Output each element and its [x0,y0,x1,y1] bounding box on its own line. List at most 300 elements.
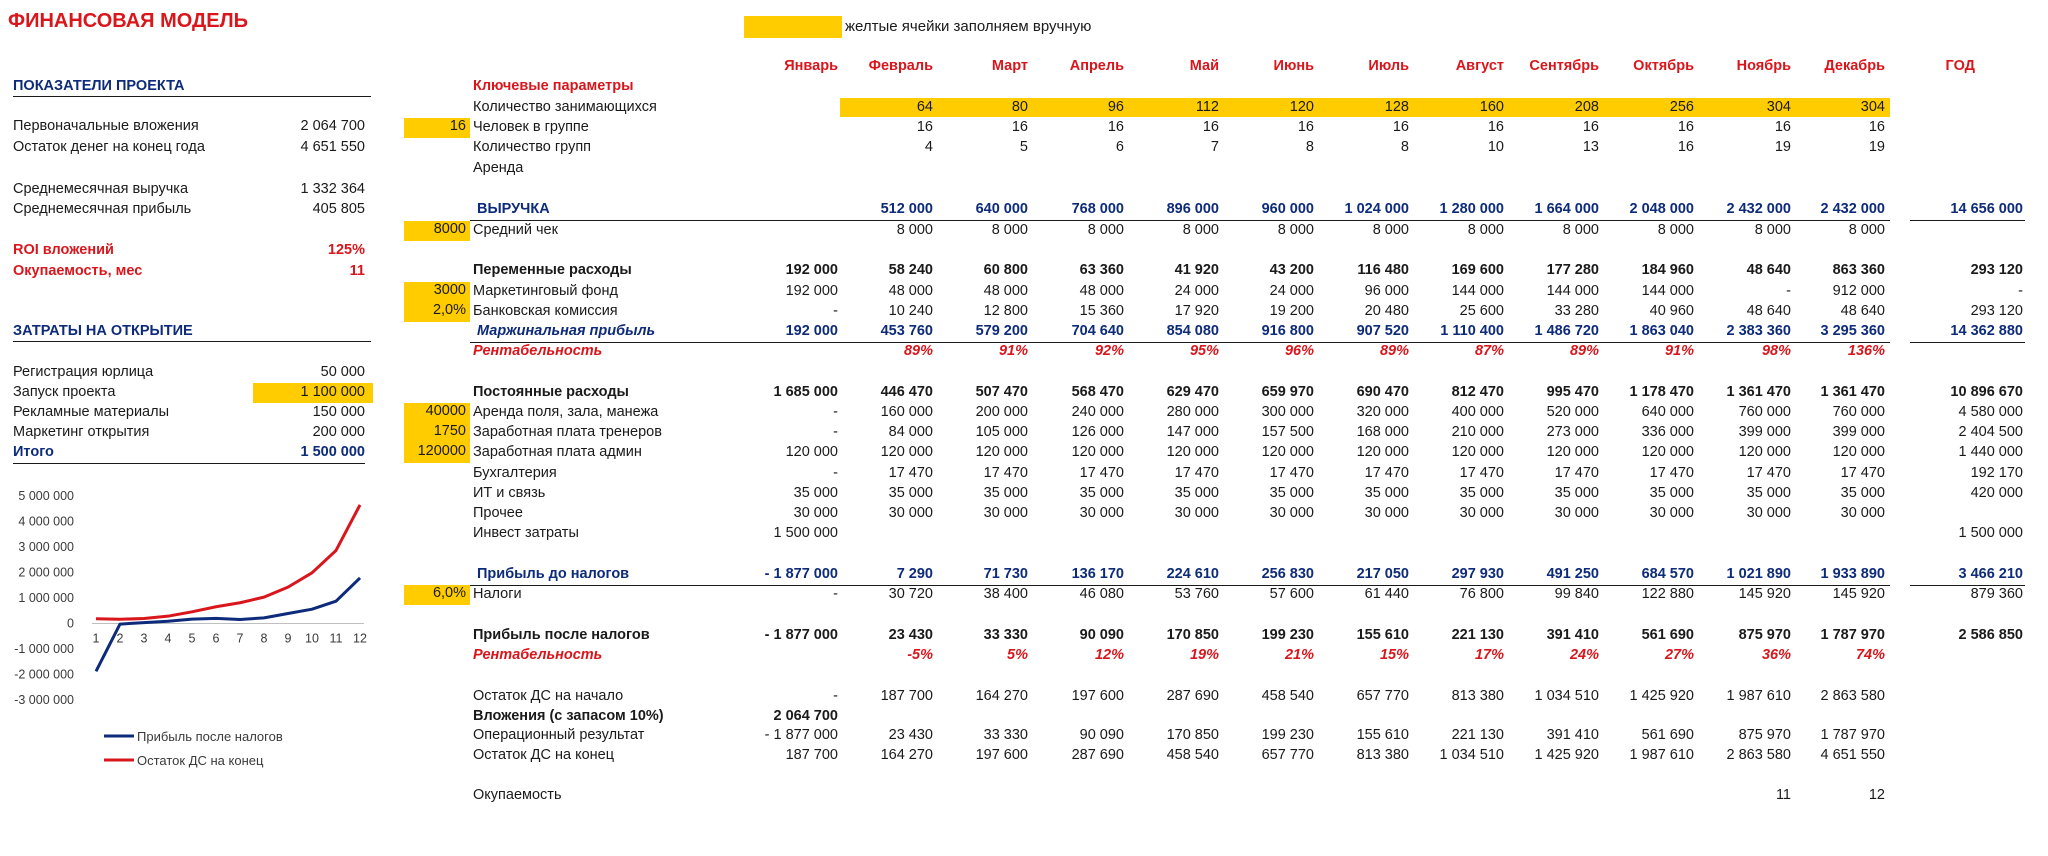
kpi-cash-end-year: Остаток денег на конец года 4 651 550 [13,139,365,155]
value-cell: 48 000 [888,283,933,299]
x-tick-label: 4 [164,631,172,646]
year-total-cell: 879 360 [1970,586,2023,602]
value-cell: 1 425 920 [1629,688,1694,704]
month-header-row [0,58,2048,77]
value-cell: 1 685 000 [773,384,838,400]
value-cell: 116 480 [1357,262,1409,278]
input-cell-trainer[interactable]: 1750 [404,423,470,443]
value-cell: 17% [1474,647,1504,663]
month-header: Декабрь [1824,58,1885,74]
value-cell: 128 [1384,99,1409,115]
value-cell: 1 987 610 [1726,688,1791,704]
value-cell: 19 200 [1269,303,1314,319]
month-header: Июнь [1273,58,1314,74]
value-cell: 197 600 [975,747,1028,763]
value-cell: 90 090 [1079,727,1124,743]
value-cell: 145 920 [1832,586,1885,602]
value-cell: 35 000 [1746,485,1791,501]
input-cell-rent[interactable]: 40000 [404,403,470,423]
value-cell: 71 730 [983,566,1028,582]
value-cell: 8 000 [1467,222,1504,238]
year-total-cell: 293 120 [1970,303,2023,319]
month-header: Апрель [1069,58,1124,74]
value-cell: 74% [1855,647,1885,663]
input-cell-tax[interactable]: 6,0% [404,585,470,605]
value-cell: 760 000 [1738,404,1791,420]
value-cell: 16 [1774,119,1791,135]
value-cell: - [833,303,838,319]
value-cell: 120 000 [1641,444,1694,460]
value-cell: 33 280 [1554,303,1599,319]
value-cell: 875 970 [1738,727,1791,743]
value-cell: 30 000 [888,505,933,521]
value-cell: 208 [1574,99,1599,115]
value-cell: -5% [907,647,933,663]
value-cell: 561 690 [1641,727,1694,743]
y-tick-label: 0 [67,616,74,631]
legend-entry: Прибыль после налогов [137,729,283,744]
value-cell: 8 000 [991,222,1028,238]
value-cell: 320 000 [1356,404,1409,420]
x-tick-label: 10 [305,631,319,646]
value-cell: 912 000 [1832,283,1885,299]
value-cell: 25 600 [1459,303,1504,319]
value-cell: 304 [1766,99,1791,115]
value-cell: 17 470 [888,465,933,481]
value-cell: 120 000 [1546,444,1599,460]
row-label: Инвест затраты [473,525,579,541]
section-project-kpi: ПОКАЗАТЕЛИ ПРОЕКТА [13,78,371,97]
value-cell: 144 000 [1546,283,1599,299]
value-cell: 399 000 [1832,424,1885,440]
value-cell: 197 600 [1071,688,1124,704]
value-cell: 221 130 [1451,727,1504,743]
value-cell: - [833,404,838,420]
value-cell: 136% [1847,343,1885,359]
value-cell: 89% [1569,343,1599,359]
row-variable [0,262,2048,281]
y-tick-label: -3 000 000 [14,693,74,707]
value-cell: 916 800 [1261,323,1314,339]
value-cell: 640 000 [975,201,1028,217]
value-cell: 120 000 [1451,444,1504,460]
row-label: Остаток ДС на начало [473,688,624,704]
value-cell: 96 000 [1364,283,1409,299]
value-cell: 659 970 [1261,384,1314,400]
value-cell: 12 800 [983,303,1028,319]
value-cell: 30 000 [983,505,1028,521]
value-cell: 164 270 [880,747,933,763]
value-cell: 8 [1305,139,1314,155]
month-header: Февраль [868,58,933,74]
value-cell: 16 [1392,119,1409,135]
value-cell: 657 770 [1261,747,1314,763]
value-cell: 8 000 [1848,222,1885,238]
x-tick-label: 3 [140,631,148,646]
value-cell: 120 000 [1071,444,1124,460]
row-label: Аренда [473,160,524,176]
value-cell: 2 432 000 [1726,201,1791,217]
row-groups [0,139,2048,158]
value-cell: 10 240 [888,303,933,319]
value-cell: 48 000 [983,283,1028,299]
value-cell: 8 000 [1657,222,1694,238]
year-total-cell: 2 404 500 [1958,424,2023,440]
row-margin-pct [0,343,2048,362]
value-cell: 95% [1189,343,1219,359]
value-cell: 36% [1761,647,1791,663]
row-label: Налоги [473,586,522,602]
value-cell: 170 850 [1166,627,1219,643]
row-label: Прибыль до налогов [477,566,630,582]
y-tick-label: 1 000 000 [18,591,74,605]
value-cell: 120 000 [880,444,933,460]
value-cell: 217 050 [1356,566,1409,582]
y-tick-label: 5 000 000 [18,489,74,503]
value-cell: 15 360 [1079,303,1124,319]
value-cell: 657 770 [1356,688,1409,704]
value-cell: 120 000 [1832,444,1885,460]
value-cell: 60 800 [983,262,1028,278]
value-cell: 30 000 [1269,505,1314,521]
value-cell: 7 290 [896,566,933,582]
value-cell: 33 330 [983,627,1028,643]
value-cell: 1 110 400 [1440,323,1504,339]
year-total-cell: 10 896 670 [1950,384,2023,400]
value-cell: 160 [1479,99,1504,115]
section-opening-costs: ЗАТРАТЫ НА ОТКРЫТИЕ [13,323,371,342]
value-cell: 1 664 000 [1534,201,1599,217]
row-label: Переменные расходы [473,262,632,278]
year-total-cell: 1 440 000 [1958,444,2023,460]
value-cell: 122 880 [1641,586,1694,602]
year-total-cell: 1 500 000 [1958,525,2023,541]
month-header: Март [991,58,1028,74]
value-cell: 48 640 [1746,303,1791,319]
value-cell: 199 230 [1261,727,1314,743]
value-cell: 84 000 [888,424,933,440]
value-cell: 17 470 [1746,465,1791,481]
value-cell: 35 000 [793,485,838,501]
month-header: Сентябрь [1529,58,1599,74]
value-cell: 684 570 [1641,566,1694,582]
value-cell: 184 960 [1641,262,1694,278]
y-tick-label: -2 000 000 [14,667,74,682]
value-cell: 1 034 510 [1534,688,1599,704]
month-header: Ноябрь [1736,58,1791,74]
row-label: ИТ и связь [473,485,546,501]
value-cell: 187 700 [880,688,933,704]
value-cell: 8 000 [1754,222,1791,238]
year-total-cell: 420 000 [1970,485,2023,501]
value-cell: 17 920 [1174,303,1219,319]
value-cell: - [1786,283,1791,299]
value-cell: 1 021 890 [1726,566,1791,582]
value-cell: 120 000 [1166,444,1219,460]
value-cell: 30 720 [888,586,933,602]
row-label: Банковская комиссия [473,303,618,319]
year-total-cell: 2 586 850 [1958,627,2023,643]
input-cell-bank[interactable]: 2,0% [404,302,470,322]
year-total-cell: 3 466 210 [1958,566,2023,582]
value-cell: 690 470 [1356,384,1409,400]
value-cell: 89% [1379,343,1409,359]
value-cell: 1 361 470 [1820,384,1885,400]
value-cell: 17 470 [1840,465,1885,481]
value-cell: 145 920 [1738,586,1791,602]
value-cell: 8 000 [1182,222,1219,238]
value-cell: 30 000 [1079,505,1124,521]
value-cell: 16 [1297,119,1314,135]
value-cell: 391 410 [1546,727,1599,743]
value-cell: 112 [1195,99,1219,115]
value-cell: 17 470 [1554,465,1599,481]
row-label: Средний чек [473,222,558,238]
legend-note: желтые ячейки заполняем вручную [845,18,1092,35]
row-label: Вложения (с запасом 10%) [473,708,664,724]
value-cell: 391 410 [1546,627,1599,643]
value-cell: 760 000 [1832,404,1885,420]
value-cell: 2 863 580 [1726,747,1791,763]
cost-total: Итого 1 500 000 [13,444,365,464]
value-cell: 16 [1011,119,1028,135]
row-label: Прибыль после налогов [473,627,650,643]
value-cell: 17 470 [1079,465,1124,481]
value-cell: 91% [1664,343,1694,359]
row-label: ВЫРУЧКА [477,201,550,217]
value-cell: 1 024 000 [1344,201,1409,217]
value-cell: 164 270 [975,688,1028,704]
row-key-params [0,78,2048,97]
value-cell: 256 830 [1261,566,1314,582]
value-cell: 30 000 [1364,505,1409,521]
value-cell: 8 000 [1087,222,1124,238]
row-label: Остаток ДС на конец [473,747,615,763]
kpi-avg-revenue: Среднемесячная выручка 1 332 364 [13,181,365,197]
value-cell: 304 [1860,99,1885,115]
value-cell: 13 [1582,139,1599,155]
value-cell: 273 000 [1546,424,1599,440]
value-cell: 35 000 [1364,485,1409,501]
cost-launch[interactable]: Запуск проекта 1 100 000 [13,384,365,403]
value-cell: 453 760 [880,323,933,339]
value-cell: 297 930 [1451,566,1504,582]
value-cell: 995 470 [1546,384,1599,400]
row-rent-label [0,160,2048,179]
value-cell: 210 000 [1451,424,1504,440]
y-tick-label: 3 000 000 [18,540,74,554]
series-line-cash [96,505,360,619]
value-cell: 1 486 720 [1534,323,1599,339]
row-admin [0,444,2048,463]
value-cell: 12 [1868,787,1885,803]
value-cell: 17 470 [1649,465,1694,481]
month-header: Май [1189,58,1219,74]
value-cell: 30 000 [1459,505,1504,521]
value-cell: 458 540 [1261,688,1314,704]
year-total-cell: 192 170 [1970,465,2023,481]
value-cell: 1 933 890 [1820,566,1885,582]
row-fixed [0,384,2048,403]
value-cell: 812 470 [1451,384,1504,400]
value-cell: 16 [1677,119,1694,135]
value-cell: 520 000 [1546,404,1599,420]
cost-registration: Регистрация юрлица 50 000 [13,364,365,380]
value-cell: 144 000 [1451,283,1504,299]
value-cell: 160 000 [880,404,933,420]
value-cell: 24 000 [1174,283,1219,299]
x-tick-label: 5 [188,631,196,646]
value-cell: 561 690 [1641,627,1694,643]
row-marketing [0,283,2048,302]
kpi-avg-profit: Среднемесячная прибыль 405 805 [13,201,365,217]
value-cell: - 1 877 000 [764,566,838,582]
value-cell: 3 295 360 [1820,323,1885,339]
value-cell: 63 360 [1079,262,1124,278]
value-cell: 61 440 [1364,586,1409,602]
input-cell-marketing[interactable]: 3000 [404,282,470,302]
value-cell: 24 000 [1269,283,1314,299]
value-cell: 19 [1774,139,1791,155]
value-cell: 80 [1011,99,1028,115]
value-cell: 24% [1569,647,1599,663]
value-cell: 813 380 [1356,747,1409,763]
value-cell: 30 000 [1174,505,1219,521]
row-group [0,119,2048,138]
profit-cash-chart [0,480,380,790]
value-cell: 40 960 [1649,303,1694,319]
value-cell: 15% [1379,647,1409,663]
value-cell: 27% [1664,647,1694,663]
value-cell: 43 200 [1269,262,1314,278]
value-cell: 30 000 [1746,505,1791,521]
month-header: Июль [1368,58,1409,74]
value-cell: 35 000 [1174,485,1219,501]
value-cell: 126 000 [1071,424,1124,440]
year-total-cell: - [2018,283,2023,299]
value-cell: 98% [1761,343,1791,359]
row-label: Количество групп [473,139,592,155]
value-cell: - 1 877 000 [764,627,838,643]
row-label: Рентабельность [473,647,603,663]
row-label: Заработная плата тренеров [473,424,662,440]
value-cell: 38 400 [983,586,1028,602]
value-cell: 48 640 [1746,262,1791,278]
value-cell: 336 000 [1641,424,1694,440]
year-total-cell: 293 120 [1970,262,2023,278]
value-cell: 96 [1107,99,1124,115]
value-cell: 16 [1582,119,1599,135]
value-cell: 2 863 580 [1820,688,1885,704]
value-cell: 1 987 610 [1629,747,1694,763]
value-cell: - [833,688,838,704]
value-cell: 192 000 [785,323,838,339]
value-cell: 17 470 [1364,465,1409,481]
value-cell: 17 470 [983,465,1028,481]
value-cell: 507 470 [975,384,1028,400]
row-label: Бухгалтерия [473,465,557,481]
cost-materials: Рекламные материалы 150 000 [13,404,365,420]
value-cell: 221 130 [1451,627,1504,643]
value-cell: 2 064 700 [773,708,838,724]
value-cell: 16 [916,119,933,135]
value-cell: 1 425 920 [1534,747,1599,763]
value-cell: 35 000 [1269,485,1314,501]
value-cell: 91% [998,343,1028,359]
value-cell: 256 [1669,99,1694,115]
value-cell: 640 000 [1641,404,1694,420]
value-cell: 629 470 [1166,384,1219,400]
value-cell: 5 [1019,139,1028,155]
row-rent [0,404,2048,423]
input-cell-avg-check[interactable]: 8000 [404,221,470,241]
value-cell: 53 760 [1174,586,1219,602]
month-header: Январь [784,58,838,74]
kpi-roi: ROI вложений 125% [13,242,365,258]
value-cell: 58 240 [888,262,933,278]
row-label: Окупаемость [473,787,562,803]
value-cell: 19 [1868,139,1885,155]
value-cell: 854 080 [1166,323,1219,339]
value-cell: 17 470 [1459,465,1504,481]
x-tick-label: 1 [92,631,100,646]
value-cell: 568 470 [1071,384,1124,400]
value-cell: 6 [1115,139,1124,155]
input-cell-admin[interactable]: 120000 [404,443,470,463]
value-cell: 7 [1210,139,1219,155]
value-cell: 1 863 040 [1629,323,1694,339]
value-cell: - 1 877 000 [764,727,838,743]
value-cell: 17 470 [1174,465,1219,481]
value-cell: 120 [1289,99,1314,115]
row-label: Маржинальная прибыль [477,323,656,339]
row-students [0,99,2048,118]
value-cell: 2 048 000 [1629,201,1694,217]
value-cell: 35 000 [888,485,933,501]
value-cell: 120 000 [785,444,838,460]
value-cell: 2 383 360 [1726,323,1791,339]
value-cell: 35 000 [1459,485,1504,501]
value-cell: 41 920 [1174,262,1219,278]
x-tick-label: 8 [260,631,268,646]
value-cell: 168 000 [1356,424,1409,440]
value-cell: 64 [916,99,933,115]
value-cell: 16 [1677,139,1694,155]
value-cell: 8 000 [1372,222,1409,238]
x-tick-label: 7 [236,631,244,646]
value-cell: 400 000 [1451,404,1504,420]
y-tick-label: 2 000 000 [18,565,74,580]
value-cell: 1 787 970 [1820,627,1885,643]
value-cell: 704 640 [1071,323,1124,339]
input-cell-group-size[interactable]: 16 [404,118,470,138]
value-cell: 23 430 [888,627,933,643]
value-cell: 187 700 [785,747,838,763]
value-cell: 16 [1868,119,1885,135]
value-cell: - [833,586,838,602]
value-cell: 512 000 [880,201,933,217]
value-cell: 16 [1202,119,1219,135]
value-cell: 875 970 [1738,627,1791,643]
value-cell: 48 640 [1840,303,1885,319]
value-cell: 1 034 510 [1439,747,1504,763]
row-trainer [0,424,2048,443]
value-cell: 907 520 [1356,323,1409,339]
value-cell: 177 280 [1546,262,1599,278]
kpi-initial-investment: Первоначальные вложения 2 064 700 [13,118,365,134]
value-cell: 4 [924,139,933,155]
value-cell: 768 000 [1071,201,1124,217]
